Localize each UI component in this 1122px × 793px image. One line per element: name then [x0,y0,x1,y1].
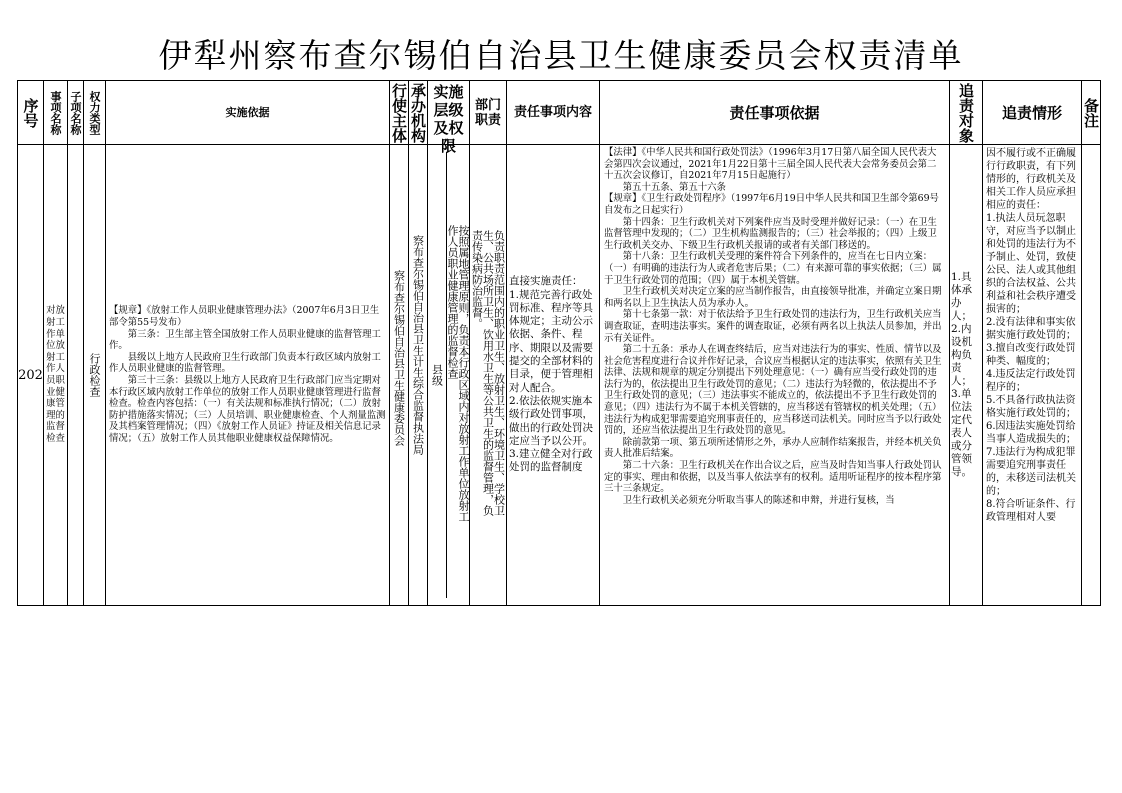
accountable-text: 1.具体承办人；2.内设机构负责人；3.单位法定代表人或分管领导。 [951,271,972,478]
resp-basis-para: 第十八条：卫生行政机关受理的案件符合下列条件的，应当在七日内立案：（一）有明确的违法行为人或者危害后果；（二）有来源可靠的事实依据；（三）属于卫生行政处罚的范围；（四）属于本机关管辖。 [604,251,942,286]
row-accountable [950,271,982,479]
header-item-name: 事项名称 [49,90,62,135]
circumstance-para: 3.擅自改变行政处罚种类、幅度的； [986,343,1076,367]
header-handler: 承办机构 [409,82,427,143]
resp-basis-para: 第十七条第一款：对于依法给予卫生行政处罚的违法行为，卫生行政机关应当调查取证，查明违法事实。案件的调查取证，必须有两名以上执法人员参加，并出示有关证件。 [604,309,942,344]
row-power-type: 行政检查 [88,353,101,397]
resp-content-para: 3.建立健全对行政处罚的监督制度 [509,448,593,474]
header-seq: 序号 [21,97,40,128]
row-resp-content [507,145,599,605]
resp-basis-para: 第二十五条：承办人在调查终结后，应当对违法行为的事实、性质、情节以及社会危害程度进行合议并作好记录，合议应当根据认定的违法事实，依照有关卫生法律、法规和规章的规定分别提出下列处理意见：（一）确有应当受行政处罚的违法行为的，依法提出卫生行政处罚的意见；（二）违法行为轻微的，依法提出不予卫生行政处罚的意见；（三）违法事实不能成立的，依法提出不予卫生行政处罚的意见；（四）违法行为不属于本机关管辖的，应当移送有管辖权的机关处理；（五）违法行为构成犯罪需要追究刑事责任的，应当移送司法机关。同时应当予以行政处罚的，还应当依法提出卫生行政处罚的意见。 [604,344,942,437]
row-subject: 察布查尔锡伯自治县卫生健康委员会 [392,270,406,446]
row-basis [106,305,389,444]
header-subject: 行使主体 [390,82,408,143]
resp-basis-para: 第二十六条：卫生行政机关在作出合议之后，应当及时告知当事人行政处罚认定的事实、理由和依据，以及当事人依法享有的权利。适用听证程序的按本程序第三十三条规定。 [604,460,942,495]
header-row [18,81,1101,145]
resp-basis-para: 卫生行政机关对决定立案的应当制作报告，由直接领导批准，并确定立案日期和两名以上卫生执法人员为承办人。 [604,286,942,309]
basis-para: 【规章】《放射工作人员职业健康管理办法》（2007年6月3日卫生部令第55号发布） [109,305,380,329]
header-circumstance: 追责情形 [1001,103,1062,122]
header-accountable: 追责对象 [957,82,975,143]
resp-basis-para: 除前款第一项、第五项所述情形之外，承办人应制作结案报告，并经本机关负责人批准后结案。 [604,436,942,460]
header-basis: 实施依据 [225,106,270,119]
header-level: 实施层级及权限 [433,82,464,155]
row-item-name: 对放射工作单位放射工作人员职业健康管理的监督检查 [46,305,65,444]
page-title: 伊犁州察布查尔锡伯自治县卫生健康委员会权责清单 [158,36,964,75]
circumstance-para: 4.违反法定行政处罚程序的； [986,369,1076,393]
row-seq: 202 [18,367,43,383]
header-power-type: 权力类型 [88,90,101,135]
header-sub-item: 子项名称 [69,90,82,135]
row-resp-basis [600,145,949,593]
circumstance-para: 因不履行或不正确履行行政职责，有下列情形的，行政机关及相关工作人员应承担相应的责任： [986,148,1076,211]
resp-basis-para: 卫生行政机关必须充分听取当事人的陈述和申辩，并进行复核，当 [622,494,895,506]
duty-list-table [17,80,1101,606]
resp-content-para: 直接实施责任： [509,275,583,288]
resp-basis-para: 第五十五条、第五十六条 [622,181,726,193]
resp-basis-para: 【规章】《卫生行政处罚程序》（1997年6月19日中华人民共和国卫生部令第69号 自发布之日起实行） [604,193,939,216]
circumstance-para: 7.违法行为构成犯罪需要追究刑事责任的，未移送司法机关的； [986,447,1076,497]
circumstance-para: 6.因违法实施处罚给当事人造成损失的； [986,421,1076,445]
circumstance-para: 1.执法人员玩忽职守，对应当予以制止和处罚的违法行为不予制止、处罚，致使公民、法人或其他组织的合法权益、公共利益和社会秩序遭受损害的； [986,213,1076,315]
row-handler: 察布查尔锡伯自治县卫生计生综合监督执法局 [411,235,425,455]
basis-para: 第三条：卫生部主管全国放射工作人员职业健康的监督管理工作。 [109,328,381,352]
resp-basis-para: 【法律】《中华人民共和国行政处罚法》（1996年3月17日第八届全国人民代表大会第四次会议通过，2021年1月22日第十三届全国人民代表大会常务委员会第二十五次会议修订，自2021年7月15日起施行） [604,147,937,182]
row-level: 县级 [428,152,447,598]
basis-para: 县级以上地方人民政府卫生行政部门负责本行政区域内放射工作人员职业健康的监督管理。 [109,351,381,375]
circumstance-para: 8.符合听证条件、行政管理相对人要 [986,499,1076,523]
resp-basis-para: 第十四条：卫生行政机关对下列案件应当及时受理并做好记录：（一）在卫生监督管理中发现的；（二）卫生机构监测报告的；（三）社会举报的；（四）上级卫生行政机关交办、下级卫生行政机关报请的或者有关部门移送的。 [604,216,937,251]
basis-para: 第三十三条：县级以上地方人民政府卫生行政部门应当定期对本行政区域内放射工作单位的放射工作人员职业健康管理进行监督检查。检查内容包括：（一）有关法规和标准执行情况；（二）放射防护措施落实情况；（三）人员培训、职业健康检查、个人剂量监测及其档案管理情况；（四）《放射工作人员证》持证及相关信息记录情况；（五）放射工作人员其他职业健康权益保障情况。 [109,375,386,444]
table-row [18,145,1101,606]
row-duty: 负责职责范围内的职业卫生、放射卫生、环境卫生、学校卫生、公共场所卫生、饮用水卫生等公共卫生的监督管理，负责传染病防治监督。 [470,230,506,516]
row-circumstance [983,145,1081,593]
resp-content-para: 1.规范完善行政处罚标准、程序等具体规定；主动公示依据、条件、程序、期限以及需要提交的全部材料的目录，便于管理相对人配合。 [509,288,593,394]
header-resp-basis: 责任事项依据 [729,103,820,122]
circumstance-para: 5.不具备行政执法资格实施行政处罚的； [986,395,1076,419]
header-resp-content: 责任事项内容 [513,105,592,120]
circumstance-para: 2.没有法律和事实依据实施行政处罚的； [986,317,1076,341]
header-remark: 备注 [1082,97,1100,128]
resp-content-para: 2.依法依规实施本级行政处罚事项，做出的行政处罚决定应当予以公开。 [509,394,593,447]
header-duty: 部门职责 [474,97,501,128]
row-level-detail: 按照属地管理原则，负责本行政区域内对放射工作单位放射工作人员职业健康管理的监督检查 [446,225,470,522]
